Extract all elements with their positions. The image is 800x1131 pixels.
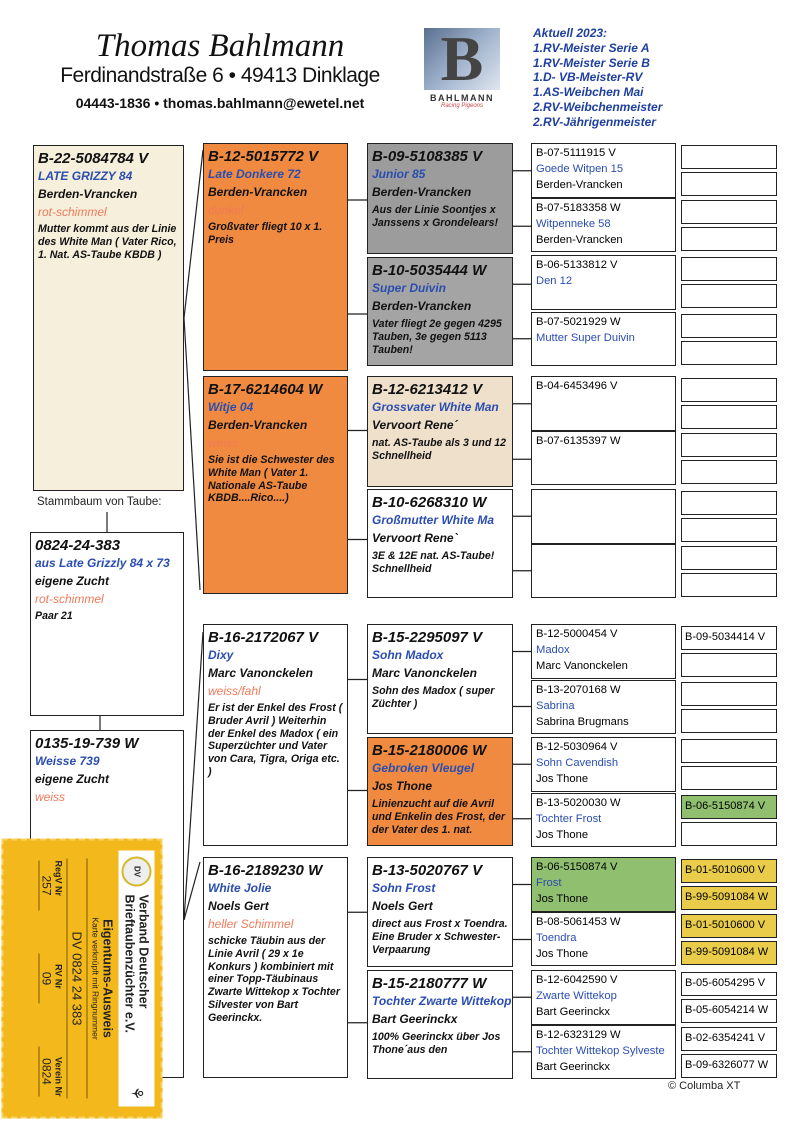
gen4-box: [531, 737, 676, 792]
pedigree-note: 100% Geerinckx über Jos Thone´aus den: [372, 1031, 501, 1056]
gen4-box: [531, 1025, 676, 1079]
gen5-box: [681, 257, 777, 281]
ring-number: B-10-5035444 W: [372, 262, 487, 279]
ring-number: 0135-19-739 W: [35, 735, 139, 752]
gen3-box: [367, 970, 513, 1079]
gen4-box: [531, 376, 676, 431]
breeder: eigene Zucht: [35, 574, 110, 588]
pigeon-name: Den 12: [536, 275, 573, 287]
gen3-box: [367, 143, 513, 254]
bahlmann-logo: [423, 23, 501, 120]
gen3-box: [367, 857, 513, 967]
plumage-color: dunkel: [208, 203, 244, 217]
pedigree-note: Mutter kommt aus der Linie des White Man ( Vater Rico, 1. Nat. AS-Taube KBDB ): [38, 223, 177, 261]
pedigree-note: Sie ist die Schwester des White Man ( Vater 1. Nationale AS-Taube KBDB....Rico....): [208, 454, 335, 505]
pedigree-note: Großvater fliegt 10 x 1. Preis: [208, 221, 323, 246]
gen5-box: B-99-5091084 W: [681, 941, 777, 965]
gen5-box: B-02-6354241 V: [681, 1027, 777, 1051]
gen5-box: [681, 378, 777, 402]
pedigree-of-label: Stammbaum von Taube:: [37, 496, 162, 508]
sire-box: [33, 145, 184, 491]
gen5-box: [681, 766, 777, 790]
ring-number: B-07-5183358 W: [536, 202, 621, 214]
ring-number: B-09-5108385 V: [372, 148, 483, 165]
pigeon-name: Junior 85: [372, 167, 426, 181]
verein-value: 0824: [39, 1047, 54, 1097]
gen3-box: [367, 376, 513, 487]
pigeon-name: White Jolie: [208, 881, 272, 895]
breeder: Vervoort Rene`: [372, 531, 458, 545]
pigeon-name: Sohn Madox: [372, 648, 444, 662]
gen2-box: [203, 376, 348, 594]
rv-value: 09: [39, 954, 54, 1004]
card-title: Eigentums-Ausweis: [100, 919, 115, 1038]
pigeon-name: Toendra: [536, 932, 577, 944]
breeder: Berden-Vrancken: [372, 299, 472, 313]
ring-number: B-10-6268310 W: [372, 494, 487, 511]
gen4-box: [531, 431, 676, 485]
ring-number: B-13-5020767 V: [372, 862, 483, 879]
breeder: eigene Zucht: [35, 772, 110, 786]
ring-number: B-07-5021929 W: [536, 316, 621, 328]
breeder: Berden-Vrancken: [208, 418, 308, 432]
gen4-box: [531, 544, 676, 598]
ring-number: B-16-2172067 V: [208, 629, 319, 646]
plumage-color: heller Schimmel: [208, 917, 294, 931]
card-values: [39, 851, 54, 1107]
connector-line: [184, 632, 203, 920]
achievement: 1.RV-Meister Serie B: [533, 55, 650, 70]
pigeon-name: LATE GRIZZY 84: [38, 169, 133, 183]
ring-number: B-07-5111915 V: [536, 147, 616, 159]
gen4-box: [531, 857, 676, 912]
breeder: Jos Thone: [536, 948, 589, 960]
breeder: Bart Geerinckx: [536, 1006, 610, 1018]
pigeon-name: Tochter Frost: [536, 813, 602, 825]
ring-number: B-12-6213412 V: [372, 381, 483, 398]
gen5-box: B-06-5150874 V: [681, 795, 777, 819]
pedigree-note: Er ist der Enkel des Frost ( Bruder Avril ) Weiterhin der Enkel des Madox ( ein Superzüchter und Vater von Cara, Tigra, Origa etc. ): [208, 702, 343, 778]
breeder-address: Ferdinandstraße 6 • 49413 Dinklage: [60, 64, 380, 87]
card-ring-number: DV 0824 24 383: [67, 859, 88, 1099]
gen3-box: [367, 624, 513, 734]
gen5-box: B-99-5091084 W: [681, 886, 777, 910]
breeder: Vervoort Rene´: [372, 418, 458, 432]
breeder: Noels Gert: [208, 899, 269, 913]
breeder: Sabrina Brugmans: [536, 716, 629, 728]
achievement-heading: Aktuell 2023:: [533, 26, 608, 40]
achievement: 1.RV-Meister Serie A: [533, 40, 650, 55]
gen5-box: B-01-5010600 V: [681, 859, 777, 883]
gen5-box: [681, 653, 777, 677]
gen5-box: [681, 145, 777, 169]
ring-number: B-12-5030964 V: [536, 741, 618, 753]
pigeon-name: Mutter Super Duivin: [536, 332, 635, 344]
card-subtitle: Karte verknüpft mit Ringnummer: [90, 917, 101, 1040]
association-name: Verband Deutscher Brieftaubenzüchter e.V.: [122, 894, 151, 1033]
pigeon-name: Tochter Wittekop Sylveste: [536, 1045, 665, 1057]
ring-number: B-06-5133812 V: [536, 259, 618, 271]
pigeon-name: Dixy: [208, 648, 234, 662]
gen5-box: [681, 284, 777, 308]
pigeon-name: Sabrina: [536, 700, 575, 712]
logo-brand: BAHLMANN: [430, 93, 494, 103]
breeder: Marc Vanonckelen: [208, 666, 313, 680]
breeder: Jos Thone: [536, 829, 589, 841]
ring-number: B-06-5150874 V: [536, 861, 618, 873]
ring-number: B-15-2180006 W: [372, 742, 487, 759]
pigeon-name: Madox: [536, 644, 570, 656]
gen2-box: [203, 624, 348, 846]
breeder: Jos Thone: [372, 779, 433, 793]
pedigree-note: schicke Täubin aus der Linie Avril ( 29 x 1e Konkurs ) kombiniert mit einer Topp-Täubinaus Zwarte Wittekop x Tochter Silvester von Bart Geerinckx.: [208, 935, 340, 1024]
regv-value: 257: [39, 861, 54, 911]
breeder: Marc Vanonckelen: [536, 660, 628, 672]
breeder: Bart Geerinckx: [536, 1061, 610, 1073]
breeder: Berden-Vrancken: [536, 234, 623, 246]
gen5-box: [681, 573, 777, 597]
gen3-box: [367, 489, 513, 598]
ring-number: B-12-5000454 V: [536, 628, 618, 640]
gen4-box: [531, 793, 676, 847]
ring-number: B-13-2070168 W: [536, 684, 621, 696]
ring-number: B-08-5061453 W: [536, 916, 621, 928]
breeder: Berden-Vrancken: [372, 185, 472, 199]
pedigree-note: Aus der Linie Soontjes x Janssens x Grondelears!: [372, 204, 499, 229]
achievement: 1.D- VB-Meister-RV: [533, 70, 643, 85]
pedigree-note: Paar 21: [35, 610, 73, 622]
gen5-box: B-09-6326077 W: [681, 1054, 777, 1078]
gen5-box: B-05-6054214 W: [681, 999, 777, 1023]
plumage-color: rot-schimmel: [38, 205, 107, 219]
gen5-box: B-05-6054295 V: [681, 972, 777, 996]
pigeon-name: Witje 04: [208, 400, 254, 414]
gen4-box: [531, 143, 676, 198]
gen5-box: [681, 460, 777, 484]
logo-letter: B: [424, 28, 500, 90]
gen5-box: [681, 172, 777, 196]
gen2-box: [203, 143, 348, 371]
plumage-color: weiss: [208, 436, 239, 450]
verein-label: Verein Nr: [53, 1056, 64, 1097]
gen4-box: [531, 255, 676, 310]
ring-number: B-17-6214604 W: [208, 381, 323, 398]
gen4-box: [531, 912, 676, 966]
breeder: Jos Thone: [536, 773, 589, 785]
gen4-box: [531, 624, 676, 679]
association-seal-icon: DV: [122, 857, 152, 887]
pigeon-name: Sohn Frost: [372, 881, 436, 895]
gen4-box: [531, 312, 676, 366]
regv-label: RegV Nr: [53, 860, 64, 897]
gen5-box: [681, 822, 777, 846]
gen5-box: [681, 546, 777, 570]
gen5-box: [681, 405, 777, 429]
ring-number: B-22-5084784 V: [38, 150, 149, 167]
plumage-color: rot-schimmel: [35, 592, 104, 606]
gen3-box: [367, 257, 513, 366]
gen5-box: [681, 491, 777, 515]
plumage-color: weiss/fahl: [208, 684, 261, 698]
gen3-box: [367, 737, 513, 846]
pedigree-note: Vater fliegt 2e gegen 4295 Tauben, 3e gegen 5113 Tauben!: [372, 318, 502, 356]
card-header: [119, 851, 155, 1107]
gen5-box: [681, 314, 777, 338]
software-credit: © Columba XT: [668, 1080, 741, 1092]
gen5-box: [681, 341, 777, 365]
gen5-box: [681, 682, 777, 706]
pedigree-note: Sohn des Madox ( super Züchter ): [372, 685, 495, 710]
gen4-box: [531, 489, 676, 544]
breeder: Marc Vanonckelen: [372, 666, 477, 680]
ring-number: B-16-2189230 W: [208, 862, 323, 879]
plumage-color: weiss: [35, 790, 66, 804]
breeder: Berden-Vrancken: [38, 187, 138, 201]
ring-number: 0824-24-383: [35, 537, 121, 554]
pigeon-name: Goede Witpen 15: [536, 163, 624, 175]
breeder: Bart Geerinckx: [372, 1012, 458, 1026]
breeder: Jos Thone: [536, 893, 589, 905]
ring-number: B-12-6042590 V: [536, 974, 618, 986]
subject-pigeon-box: [30, 532, 184, 716]
pigeon-name: Witpenneke 58: [536, 218, 611, 230]
achievement: 2.RV-Weibchenmeister: [533, 99, 663, 114]
card-labels: [54, 851, 64, 1107]
gen5-box: B-01-5010600 V: [681, 914, 777, 938]
pigeon-name: Super Duivin: [372, 281, 447, 295]
breeder: Berden-Vrancken: [208, 185, 308, 199]
pigeon-name: Tochter Zwarte Wittekop: [372, 994, 512, 1008]
gen5-box: [681, 739, 777, 763]
pigeon-name: Grossvater White Man: [372, 400, 499, 414]
gen4-box: [531, 198, 676, 252]
pedigree-note: direct aus Frost x Toendra. Eine Bruder x Schwester- Verpaarung: [372, 918, 508, 956]
breeder: Noels Gert: [372, 899, 433, 913]
pigeon-name: Großmutter White Ma: [372, 513, 494, 527]
pigeon-figure-icon: ⚘: [127, 1086, 145, 1101]
pedigree-note: Linienzucht auf die Avril und Enkelin des Frost, der der Vater des 1. nat.: [372, 798, 506, 836]
connector-line: [184, 150, 203, 318]
ring-number: B-12-6323129 W: [536, 1029, 621, 1041]
pedigree-note: 3E & 12E nat. AS-Taube! Schnellheid: [372, 550, 495, 575]
gen4-box: [531, 970, 676, 1025]
achievements-list: [533, 26, 662, 130]
breeder-contact: 04443-1836 • thomas.bahlmann@ewetel.net: [75, 95, 365, 111]
ring-number: B-15-2295097 V: [372, 629, 483, 646]
pigeon-name: Sohn Cavendish: [536, 757, 619, 769]
ownership-card: [2, 839, 163, 1119]
pigeon-name: Weisse 739: [35, 754, 100, 768]
ring-number: B-12-5015772 V: [208, 148, 319, 165]
gen5-box: [681, 518, 777, 542]
pigeon-name: Gebroken Vleugel: [372, 761, 475, 775]
breeder-name-title: Thomas Bahlmann: [95, 28, 345, 64]
pedigree-note: nat. AS-Taube als 3 und 12 Schnellheid: [372, 437, 507, 462]
achievement: 1.AS-Weibchen Mai: [533, 85, 644, 100]
pigeon-name: Zwarte Wittekop: [536, 990, 617, 1002]
pigeon-name: aus Late Grizzly 84 x 73: [35, 556, 170, 570]
gen5-box: B-09-5034414 V: [681, 626, 777, 650]
gen5-box: [681, 200, 777, 224]
gen2-box: [203, 857, 348, 1078]
ring-number: B-15-2180777 W: [372, 975, 487, 992]
achievement: 2.RV-Jährigenmeister: [533, 114, 656, 129]
ring-number: B-07-6135397 W: [536, 435, 621, 447]
gen5-box: [681, 227, 777, 251]
breeder: Berden-Vrancken: [536, 179, 623, 191]
logo-subtitle: Racing Pigeons: [440, 103, 484, 109]
gen5-box: [681, 433, 777, 457]
pigeon-name: Late Donkere 72: [208, 167, 301, 181]
ring-number: B-13-5020030 W: [536, 797, 621, 809]
pigeon-name: Frost: [536, 877, 562, 889]
ring-number: B-04-6453496 V: [536, 380, 618, 392]
gen4-box: [531, 680, 676, 734]
gen5-box: [681, 709, 777, 733]
rv-label: RV Nr: [53, 964, 64, 989]
connector-line: [184, 318, 200, 590]
